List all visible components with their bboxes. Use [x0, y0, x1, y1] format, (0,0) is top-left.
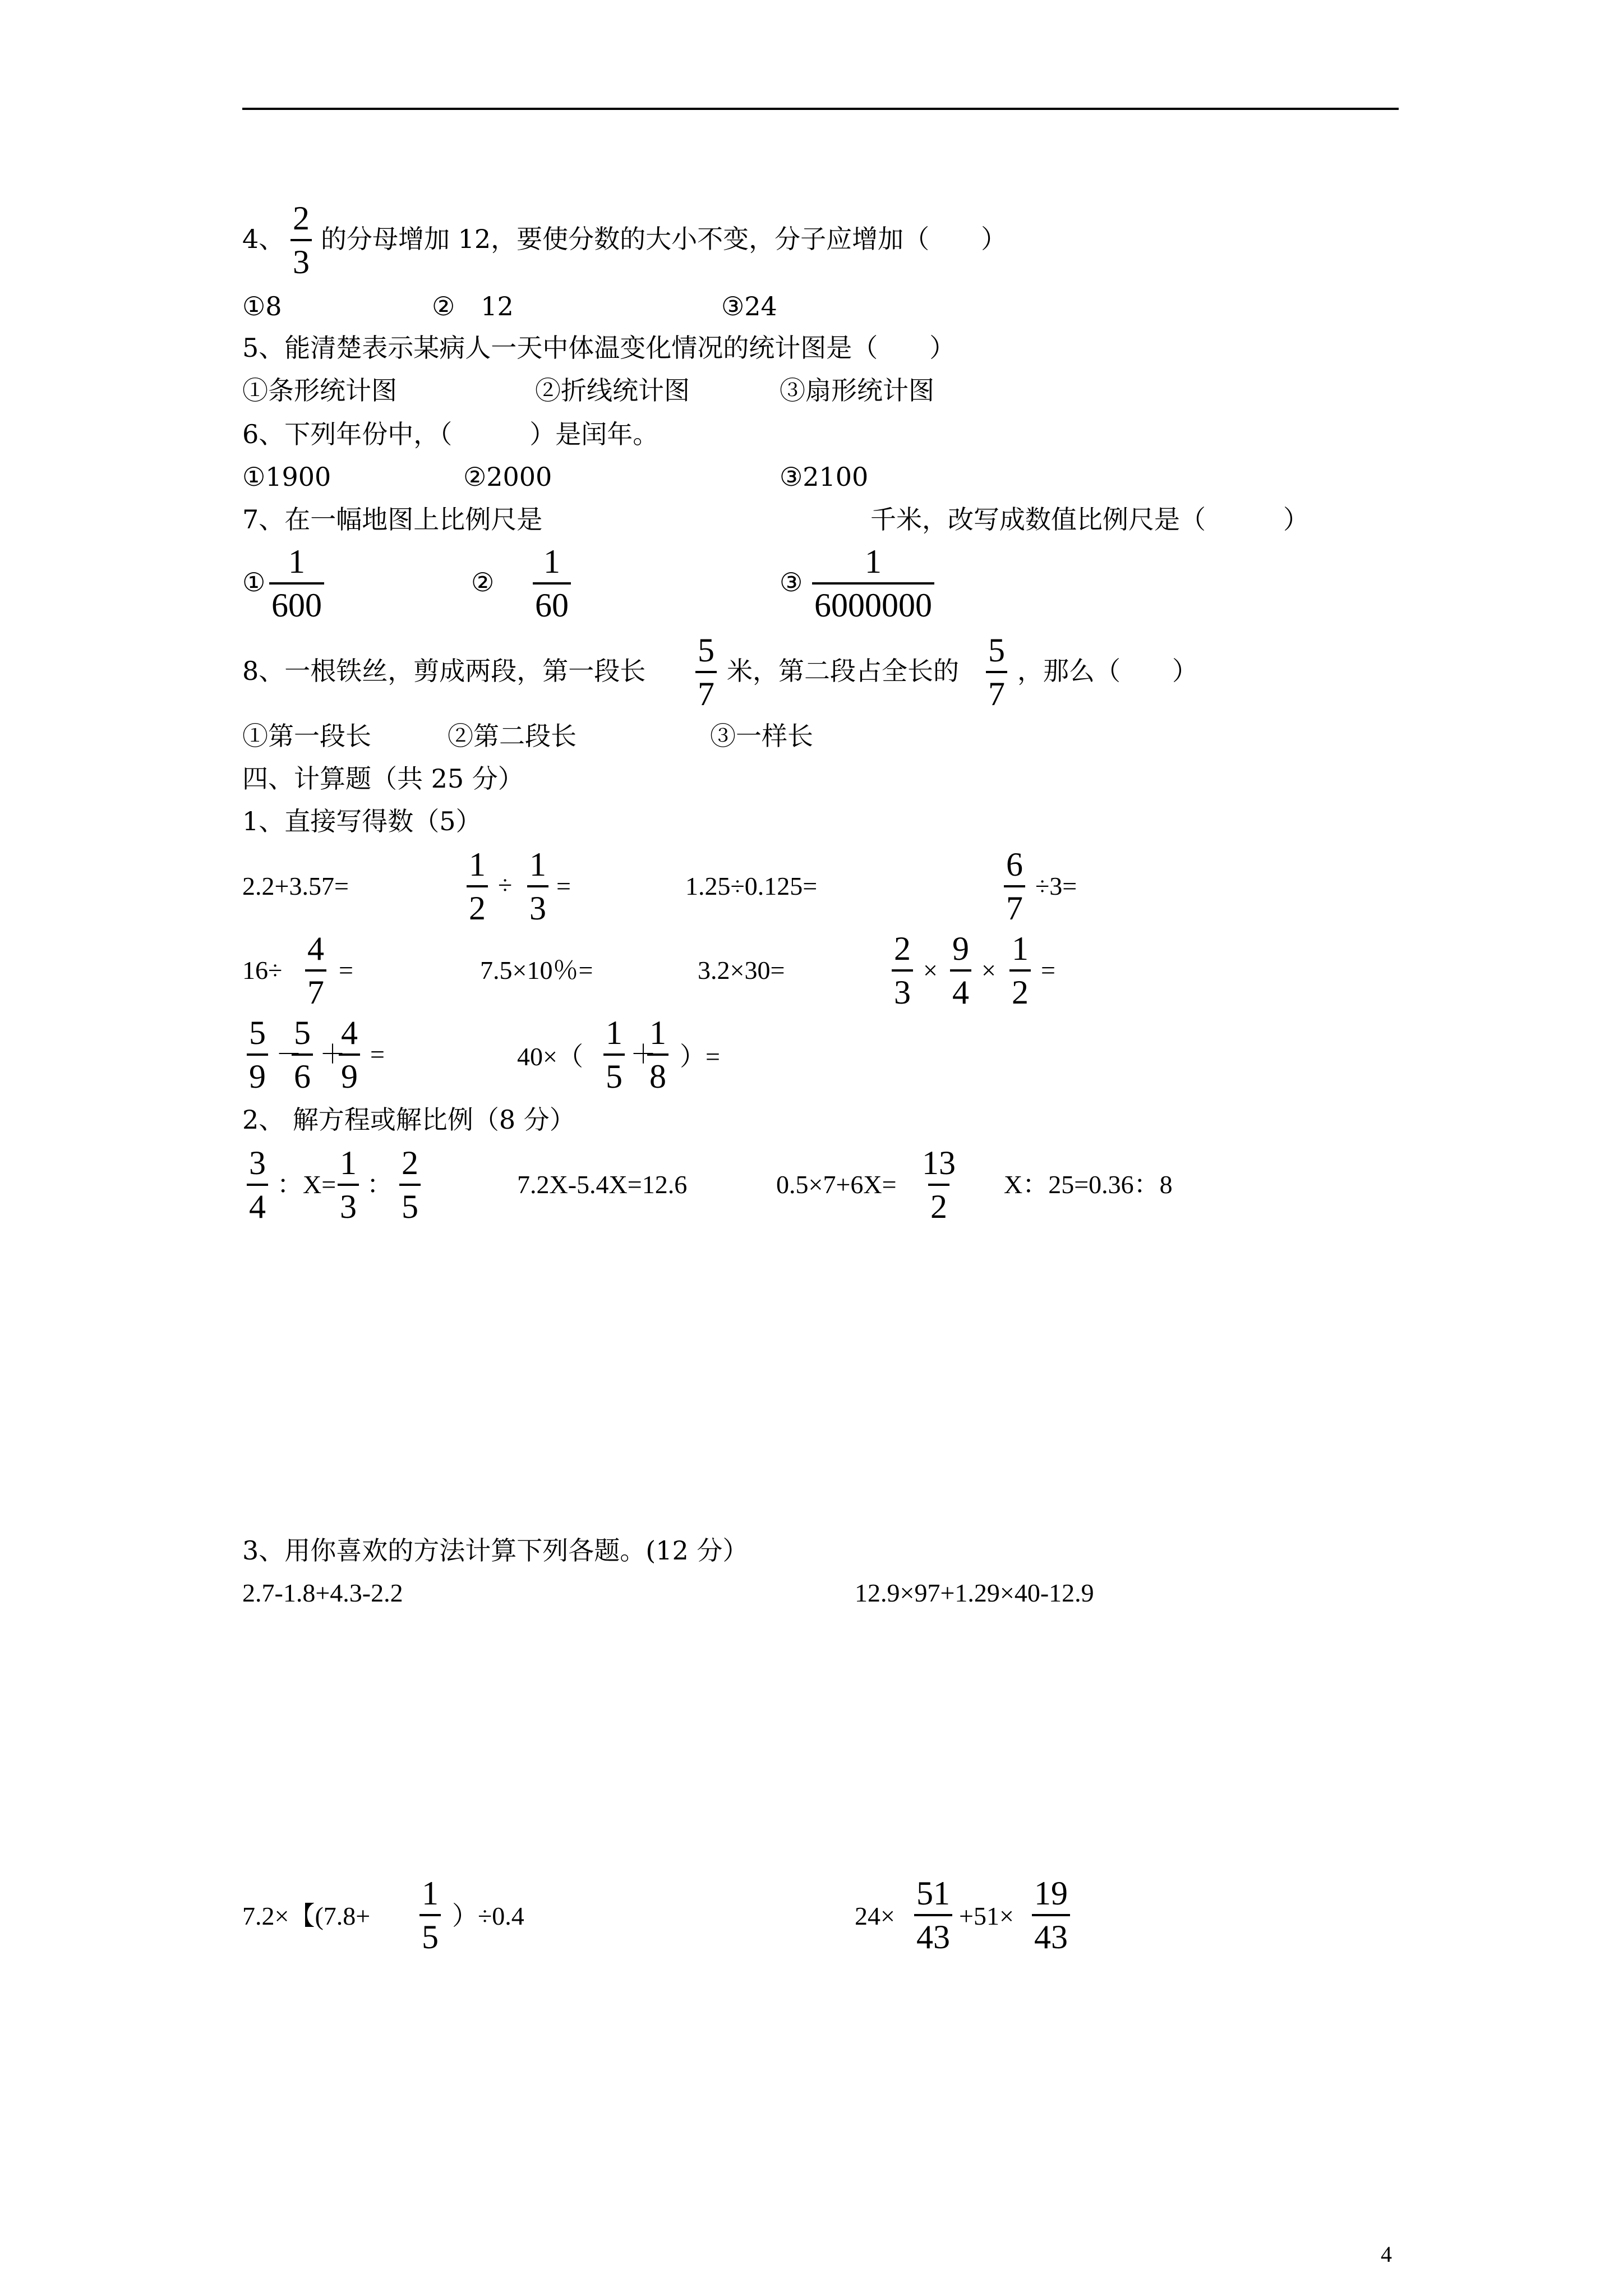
calc-3c-fraction: $\frac{1}{5}$ — [419, 1875, 441, 1955]
q8-text-b: 米，第二段占全长的 — [727, 656, 959, 686]
q4-option-3: ③24 — [721, 291, 777, 321]
expr-1j-fraction-2: $\frac{1}{8}$ — [647, 1014, 668, 1095]
calc-3a: 2.7-1.8+4.3-2.2 — [242, 1579, 403, 1607]
expr-1i-operator-1: － — [276, 1040, 302, 1069]
eq-2d: X：25=0.36：8 — [1004, 1170, 1173, 1199]
calc-3c-prefix: 7.2×【(7.8+ — [242, 1902, 371, 1930]
expr-1h-equals: = — [1041, 956, 1055, 984]
expr-1j-prefix: 40×（ — [517, 1042, 583, 1071]
eq-2b: 7.2X-5.4X=12.6 — [517, 1170, 688, 1199]
expr-1b-fraction-1: $\frac{1}{2}$ — [467, 846, 488, 927]
expr-1e-fraction: $\frac{4}{7}$ — [305, 930, 326, 1011]
q8-fraction-2: $\frac{5}{7}$ — [986, 632, 1007, 712]
calc-3c-suffix: ）÷0.4 — [452, 1902, 524, 1930]
expr-1d-rest: ÷3= — [1035, 872, 1077, 900]
q4-fraction: $\frac{2}{3}$ — [291, 200, 312, 280]
eq-2c-fraction: $\frac{13}{2}$ — [922, 1144, 956, 1225]
expr-1b-fraction-2: $\frac{1}{3}$ — [527, 846, 548, 927]
expr-1i-fraction-3: $\frac{4}{9}$ — [339, 1014, 360, 1095]
q7-option-1-fraction: $\frac{1}{600}$ — [269, 543, 324, 624]
expr-1j-fraction-1: $\frac{1}{5}$ — [603, 1014, 625, 1095]
expr-1i-fraction-2: $\frac{5}{6}$ — [292, 1014, 313, 1095]
expr-1h-fraction-3: $\frac{1}{2}$ — [1009, 930, 1031, 1011]
expr-1e-prefix: 16÷ — [242, 956, 283, 984]
q7-text-b: 千米，改写成数值比例尺是（ ） — [870, 504, 1309, 535]
calc-3d-prefix: 24× — [855, 1902, 895, 1930]
expr-1f: 7.5×10％= — [480, 956, 593, 984]
q7-option-2-mark: ② — [471, 567, 495, 597]
expr-1a: 2.2+3.57= — [242, 872, 349, 900]
q4-text: 的分母增加 12，要使分数的大小不变，分子应增加（ ） — [321, 224, 1007, 254]
expr-1i-operator-2: ＋ — [320, 1040, 345, 1069]
section-4-title: 四、计算题（共 25 分） — [242, 763, 524, 794]
q8-text-a: 8、一根铁丝，剪成两段，第一段长 — [242, 656, 646, 686]
q6-text: 6、下列年份中，（ ）是闰年。 — [242, 419, 659, 449]
eq-2a-fraction-3: $\frac{2}{5}$ — [399, 1144, 421, 1225]
page-number: 4 — [1381, 2242, 1392, 2267]
q5-option-3: ③扇形统计图 — [780, 375, 934, 406]
expr-1i-equals: = — [370, 1040, 385, 1069]
q7-text-a: 7、在一幅地图上比例尺是 — [242, 504, 543, 535]
expr-1c: 1.25÷0.125= — [685, 872, 818, 900]
expr-1h-fraction-1: $\frac{2}{3}$ — [892, 930, 913, 1011]
expr-1h-operator-1: × — [923, 956, 938, 984]
part-3-title: 3、用你喜欢的方法计算下列各题。(12 分） — [242, 1535, 749, 1566]
calc-3d-fraction-1: $\frac{51}{43}$ — [914, 1875, 952, 1955]
q8-fraction-1: $\frac{5}{7}$ — [695, 632, 717, 712]
calc-3d-fraction-2: $\frac{19}{43}$ — [1032, 1875, 1070, 1955]
q8-text-c: ，那么（ ） — [1017, 656, 1198, 686]
q4-prefix: 4、 — [242, 224, 285, 254]
q4-option-1: ①8 — [242, 291, 282, 321]
expr-1e-equals: = — [339, 956, 353, 984]
q7-option-3-fraction: $\frac{1}{6000000}$ — [812, 543, 934, 624]
q8-option-3: ③一样长 — [710, 721, 813, 751]
q6-option-2: ②2000 — [463, 462, 552, 492]
expr-1h-operator-2: × — [981, 956, 996, 984]
q5-option-1: ①条形统计图 — [242, 375, 397, 406]
expr-1h-fraction-2: $\frac{9}{4}$ — [950, 930, 971, 1011]
part-2-title: 2、 解方程或解比例（8 分） — [242, 1105, 575, 1135]
eq-2a-text-2: ： — [367, 1170, 393, 1199]
part-1-title: 1、直接写得数（5） — [242, 806, 482, 836]
q5-text: 5、能清楚表示某病人一天中体温变化情况的统计图是（ ） — [242, 333, 956, 363]
q8-option-1: ①第一段长 — [242, 721, 371, 751]
calc-3d-middle: +51× — [959, 1902, 1014, 1930]
eq-2a-text-1: ：X= — [277, 1170, 336, 1199]
expr-1i-fraction-1: $\frac{5}{9}$ — [247, 1014, 268, 1095]
q7-option-2-fraction: $\frac{1}{60}$ — [533, 543, 571, 624]
q8-option-2: ②第二段长 — [448, 721, 577, 751]
eq-2a-fraction-2: $\frac{1}{3}$ — [338, 1144, 359, 1225]
eq-2c-prefix: 0.5×7+6X= — [776, 1170, 897, 1199]
q6-option-3: ③2100 — [780, 462, 869, 492]
q6-option-1: ①1900 — [242, 462, 331, 492]
header-rule — [242, 108, 1399, 110]
expr-1b-equals: = — [556, 872, 571, 900]
expr-1b-operator: ÷ — [498, 871, 513, 899]
expr-1d-fraction: $\frac{6}{7}$ — [1004, 846, 1025, 927]
q7-option-3-mark: ③ — [780, 567, 803, 597]
q4-option-2: ② 12 — [432, 291, 514, 321]
eq-2a-fraction-1: $\frac{3}{4}$ — [247, 1144, 268, 1225]
expr-1g: 3.2×30= — [698, 956, 785, 984]
q7-option-1-mark: ① — [242, 567, 266, 597]
calc-3b: 12.9×97+1.29×40-12.9 — [855, 1579, 1094, 1607]
expr-1j-operator: ＋ — [630, 1040, 656, 1069]
expr-1j-suffix: ）= — [680, 1042, 720, 1071]
q5-option-2: ②折线统计图 — [535, 375, 690, 406]
